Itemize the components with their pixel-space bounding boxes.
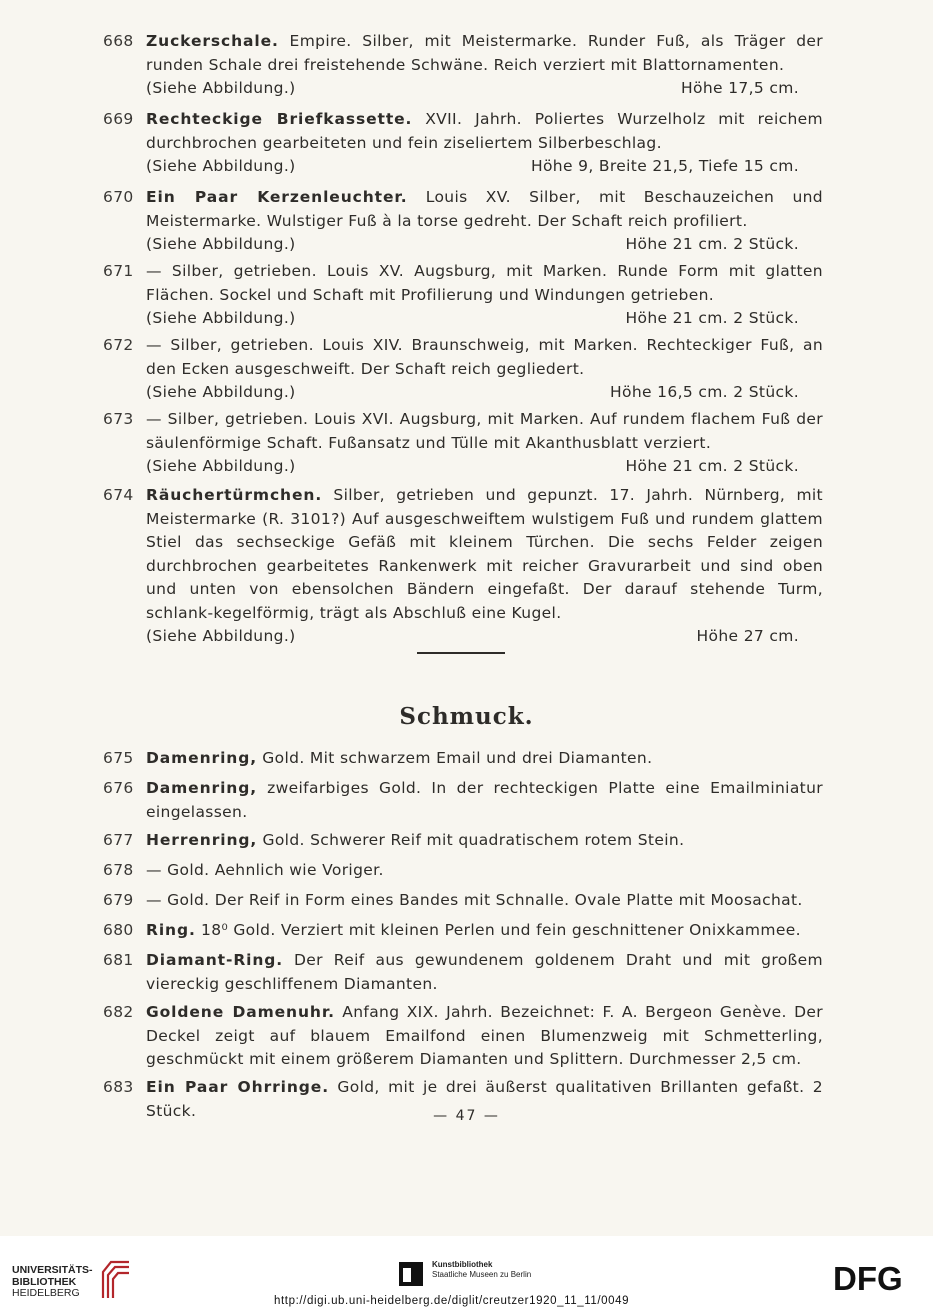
entry-text: — Gold. Der Reif in Form eines Bandes mit Schnalle. Ovale Platte mit Moosachat. xyxy=(146,891,803,909)
entry-title: Ein Paar Kerzenleuchter. xyxy=(146,188,408,206)
entry-number: 679 xyxy=(103,891,134,909)
entry-text: — Silber, getrieben. Louis XIV. Braunschweig, mit Marken. Rechteckiger Fuß, an den Ecken ausgeschweift. Der Schaft reich gegliedert. xyxy=(146,336,823,378)
entry-title: Herrenring, xyxy=(146,831,258,849)
entry-text: Anfang XIX. Jahrh. Bezeichnet: F. A. Bergeon Genève. Der Deckel zeigt auf blauem Emailfond einen Blumenzweig mit Schmetterling, geschmückt mit einem größerem Diamanten und Splittern. Durchmesser 2,5 cm. xyxy=(146,1003,823,1068)
entry-description xyxy=(146,334,823,381)
see-illustration-note: (Siehe Abbildung.) xyxy=(146,309,296,327)
catalog-entry xyxy=(103,949,823,996)
entry-description xyxy=(146,108,823,155)
see-illustration-note: (Siehe Abbildung.) xyxy=(146,627,296,645)
entry-text: Gold. Mit schwarzem Email und drei Diamanten. xyxy=(257,749,653,767)
entry-description xyxy=(146,859,823,883)
source-url-link[interactable]: http://digi.ub.uni-heidelberg.de/diglit/creutzer1920_11_11/0049 xyxy=(274,1295,630,1307)
entry-title: Ein Paar Ohrringe. xyxy=(146,1078,329,1096)
entry-text: XVII. Jahrh. Poliertes Wurzelholz mit reichem durchbrochen gearbeiteten und fein ziseliertem Silberbeschlag. xyxy=(146,110,823,152)
see-illustration-note: (Siehe Abbildung.) xyxy=(146,157,296,175)
entry-description xyxy=(146,889,823,913)
entry-title: Damenring, xyxy=(146,779,257,797)
catalog-entry xyxy=(103,484,823,649)
catalog-entry xyxy=(103,859,823,883)
entry-text: 18⁰ Gold. Verziert mit kleinen Perlen und fein geschnittener Onixkammee. xyxy=(195,921,801,939)
entry-description xyxy=(146,747,823,771)
catalog-entry xyxy=(103,919,823,943)
entry-dimensions: Höhe 17,5 cm. xyxy=(681,79,799,97)
entry-text: zweifarbiges Gold. In der rechteckigen Platte eine Emailminiatur eingelassen. xyxy=(146,779,823,821)
entry-dimensions: Höhe 27 cm. xyxy=(696,627,799,645)
entry-description xyxy=(146,949,823,996)
entry-text: Louis XV. Silber, mit Beschauzeichen und Meistermarke. Wulstiger Fuß à la torse gedreht. Der Schaft reich profiliert. xyxy=(146,188,823,230)
entry-text: Der Reif aus gewundenem goldenem Draht und mit großem viereckig geschliffenem Diamanten. xyxy=(146,951,823,993)
see-illustration-note: (Siehe Abbildung.) xyxy=(146,383,296,401)
catalog-entry xyxy=(103,747,823,771)
section-divider xyxy=(417,652,505,654)
entry-number: 668 xyxy=(103,32,134,50)
footer-bar xyxy=(0,1236,933,1311)
entry-text: — Gold. Aehnlich wie Voriger. xyxy=(146,861,384,879)
entry-description xyxy=(146,484,823,625)
entry-number: 680 xyxy=(103,921,134,939)
entry-number: 671 xyxy=(103,262,134,280)
entry-text: Gold. Schwerer Reif mit quadratischem rotem Stein. xyxy=(257,831,685,849)
entry-text: Empire. Silber, mit Meistermarke. Runder Fuß, als Träger der runden Schale drei freistehende Schwäne. Reich verziert mit Blattornamenten. xyxy=(146,32,823,74)
entry-description xyxy=(146,1001,823,1072)
catalog-entry xyxy=(103,334,823,405)
entry-title: Diamant-Ring. xyxy=(146,951,284,969)
entry-description xyxy=(146,829,823,853)
library-name: UNIVERSITÄTS- BIBLIOTHEK HEIDELBERG xyxy=(12,1264,93,1299)
dfg-logo-text: DFG xyxy=(833,1263,903,1293)
entry-title: Ring. xyxy=(146,921,196,939)
catalog-entry xyxy=(103,108,823,179)
entry-description xyxy=(146,919,823,943)
dfg-logo-icon xyxy=(833,1263,925,1293)
entry-number: 675 xyxy=(103,749,134,767)
entry-title: Damenring, xyxy=(146,749,257,767)
entry-number: 673 xyxy=(103,410,134,428)
entry-text: — Silber, getrieben. Louis XVI. Augsburg, mit Marken. Auf rundem flachem Fuß der säulenförmige Schaft. Fußansatz und Tülle mit Akanthusblatt verziert. xyxy=(146,410,823,452)
entry-description xyxy=(146,30,823,77)
heidelberg-logo-icon xyxy=(97,1258,131,1300)
entry-number: 683 xyxy=(103,1078,134,1096)
catalog-entry xyxy=(103,408,823,479)
catalog-entry xyxy=(103,889,823,913)
entry-description xyxy=(146,408,823,455)
entry-text: Gold, mit je drei äußerst qualitativen Brillanten gefaßt. 2 Stück. xyxy=(146,1078,823,1120)
catalog-entry xyxy=(103,829,823,853)
catalog-entry xyxy=(103,777,823,824)
entry-number: 682 xyxy=(103,1003,134,1021)
entry-number: 669 xyxy=(103,110,134,128)
entry-number: 677 xyxy=(103,831,134,849)
entry-dimensions: Höhe 21 cm. 2 Stück. xyxy=(625,309,799,327)
see-illustration-note: (Siehe Abbildung.) xyxy=(146,79,296,97)
catalog-entry xyxy=(103,30,823,101)
entry-number: 670 xyxy=(103,188,134,206)
entry-number: 676 xyxy=(103,779,134,797)
entry-dimensions: Höhe 21 cm. 2 Stück. xyxy=(625,235,799,253)
entry-description xyxy=(146,186,823,233)
see-illustration-note: (Siehe Abbildung.) xyxy=(146,457,296,475)
entry-number: 674 xyxy=(103,486,134,504)
entry-description xyxy=(146,260,823,307)
catalog-entry xyxy=(103,1001,823,1072)
entry-title: Goldene Damenuhr. xyxy=(146,1003,335,1021)
catalog-entry xyxy=(103,260,823,331)
entry-title: Zuckerschale. xyxy=(146,32,279,50)
entry-dimensions: Höhe 9, Breite 21,5, Tiefe 15 cm. xyxy=(530,157,799,175)
entry-text: — Silber, getrieben. Louis XV. Augsburg, mit Marken. Runde Form mit glatten Flächen. Sockel und Schaft mit Profilierung und Windungen getrieben. xyxy=(146,262,823,304)
entry-number: 672 xyxy=(103,336,134,354)
page-number: — 47 — xyxy=(433,1108,500,1124)
entry-number: 678 xyxy=(103,861,134,879)
entry-dimensions: Höhe 21 cm. 2 Stück. xyxy=(625,457,799,475)
entry-title: Rechteckige Briefkassette. xyxy=(146,110,413,128)
entry-title: Räuchertürmchen. xyxy=(146,486,323,504)
kunstbibliothek-label: Kunstbibliothek Staatliche Museen zu Berlin xyxy=(432,1260,532,1279)
kunstbibliothek-logo-icon xyxy=(397,1260,427,1290)
section-title: Schmuck. xyxy=(399,703,534,730)
entry-description xyxy=(146,777,823,824)
catalog-entry xyxy=(103,186,823,257)
entry-number: 681 xyxy=(103,951,134,969)
see-illustration-note: (Siehe Abbildung.) xyxy=(146,235,296,253)
entry-dimensions: Höhe 16,5 cm. 2 Stück. xyxy=(610,383,799,401)
entry-text: Silber, getrieben und gepunzt. 17. Jahrh. Nürnberg, mit Meistermarke (R. 3101?) Auf ausgeschweiftem wulstigem Fuß und rundem glattem Stiel das sechseckige Gefäß mit kleinem Türchen. Die sechs Felder zeigen durchbrochen gearbeitetes Rankenwerk mit reicher Gravurarbeit und sind oben und unten von ebensolchen Bändern eingefaßt. Der darauf stehende Turm, schlank-kegelförmig, trägt als Abschluß eine Kugel. xyxy=(146,486,823,622)
